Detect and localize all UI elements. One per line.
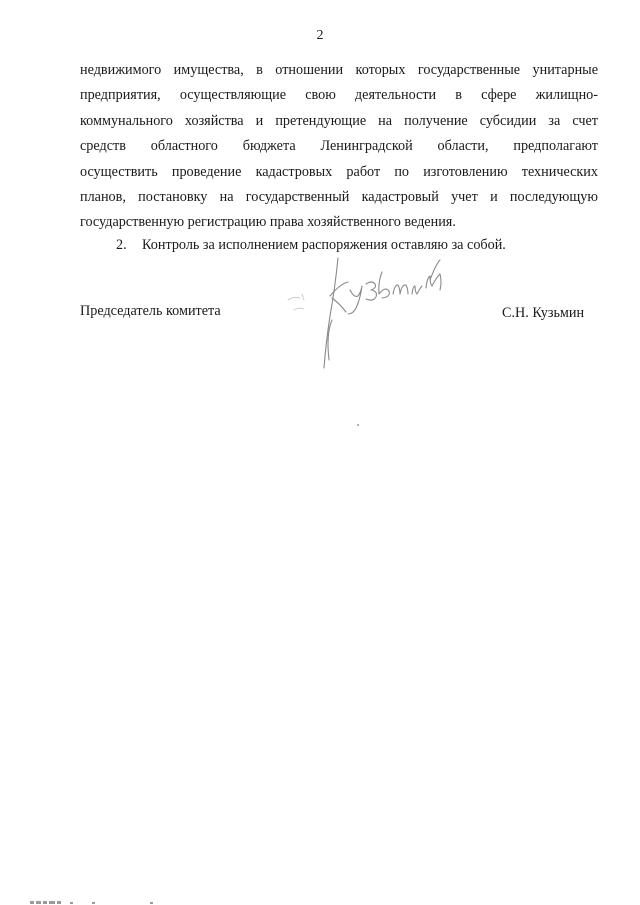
paragraph-line: государственную регистрацию права хозяйственного ведения. [80, 214, 456, 231]
paragraph-line: коммунального хозяйства и претендующие на получение субсидии за счет [80, 112, 598, 129]
paragraph-line: недвижимого имущества, в отношении которых государственные унитарные [80, 62, 598, 78]
paragraph-line: предприятия, осуществляющие свою деятельности в сфере жилищно- [80, 87, 598, 104]
page-number: 2 [316, 28, 324, 43]
handwritten-signature [280, 250, 450, 375]
signer-title: Председатель комитета [80, 303, 221, 319]
footer-scan-artifact [30, 899, 180, 905]
list-item-number: 2. [116, 237, 127, 253]
paragraph-line: средств областного бюджета Ленинградской области, предполагают [80, 138, 598, 155]
paragraph-line: планов, постановку на государственный кадастровый учет и последующую [80, 189, 598, 206]
paragraph-1 [80, 58, 598, 236]
signer-name: С.Н. Кузьмин [502, 305, 585, 321]
paragraph-line: осуществить проведение кадастровых работ по изготовлению технических [80, 163, 598, 180]
scan-speck [357, 424, 359, 426]
list-item-text: Контроль за исполнением распоряжения оставляю за собой. [142, 237, 506, 253]
